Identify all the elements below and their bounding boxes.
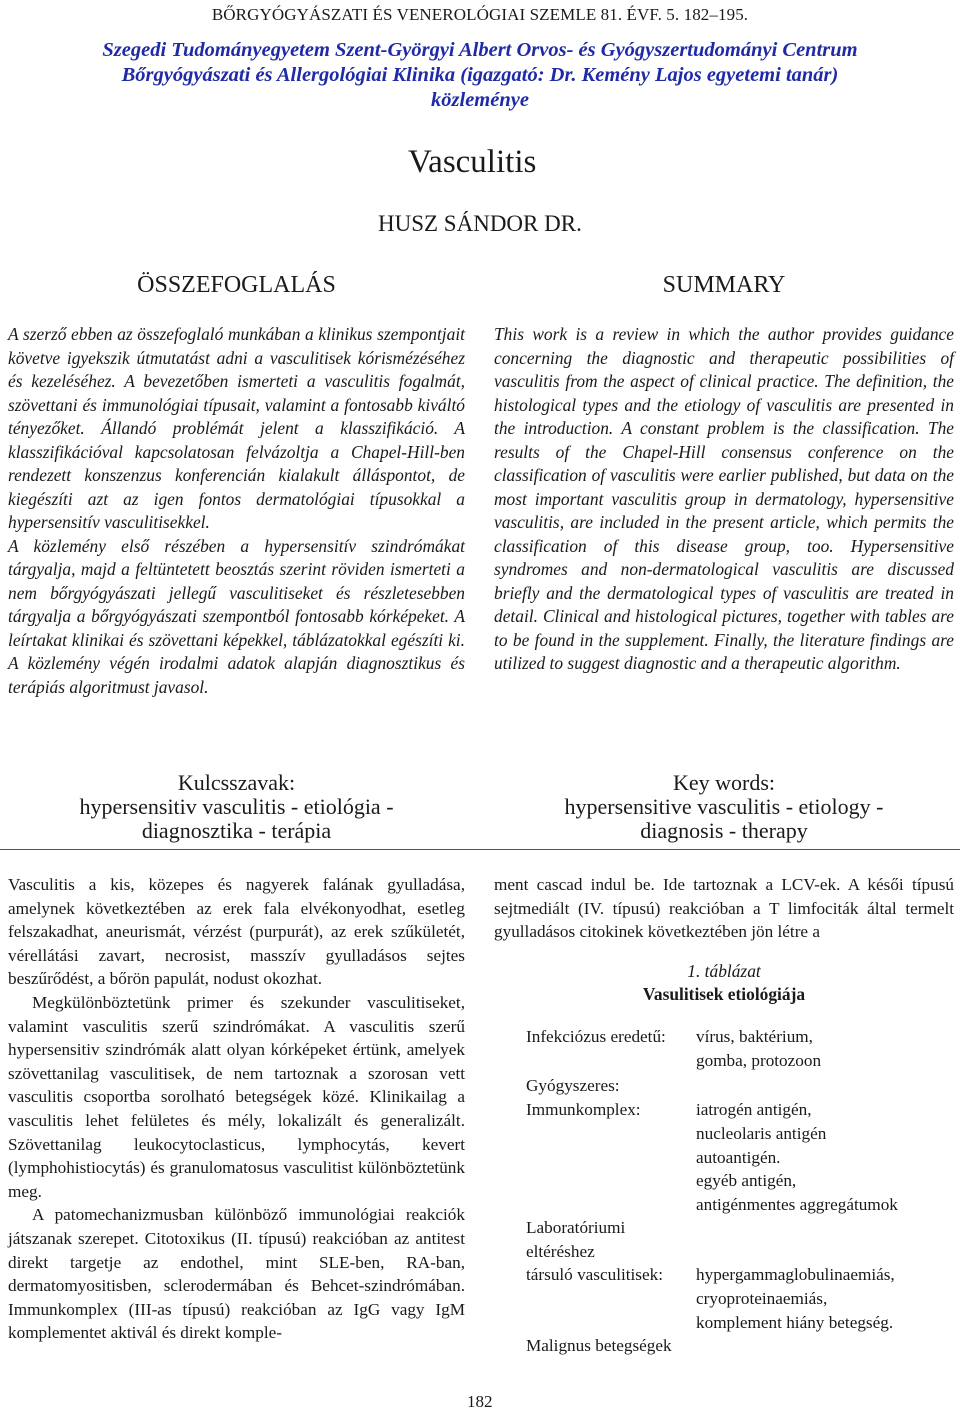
table-value: komplement hiány betegség. <box>696 1313 894 1332</box>
table-title: Vasulitisek etiológiája <box>642 984 806 1004</box>
keywords-en <box>494 771 954 843</box>
journal-header: BŐRGYÓGYÁSZATI ÉS VENEROLÓGIAI SZEMLE 81. ÉVF. 5. 182–195. <box>211 5 749 24</box>
table-value: nucleolaris antigén <box>696 1124 827 1143</box>
body-paragraph: Megkülönböztetünk primer és szekunder vasculitiseket, valamint vasculitis szerű szindrómákat. A vasculitis szerű hypersensitiv szindrómák alatt olyan kórképeket értünk, amelyek szövettanilag vasculitisek, de nem tartoznak a szorosan vett vasculitis csoportba sorolható betegségek közé. Klinikailag a vasculitis lehet felületes és mély, lokalizált és generalizált. Szövettanilag leukocytoclasticus, lymphocytás, kevert (lymphohistiocytás) és granulomatosus vasculitist különböztetünk meg. <box>8 992 465 1201</box>
abstract-hu-heading: ÖSSZEFOGLALÁS <box>137 272 336 298</box>
keywords-hu-title: Kulcsszavak: <box>177 770 296 795</box>
table-value: iatrogén antigén, <box>696 1100 812 1119</box>
body-paragraph: A patomechanizmusban különböző immunológiai reakciók játszanak szerepet. Citotoxikus (II. típusú) reakcióban az antitest direkt targetje az endothel, mint SLE-ben, RA-ban, dermatomyositisben, sclerodermában és Behcet-szindrómában. Immunkomplex (III-as típusú) reakcióban az IgG vagy IgM komplementet aktivál és direkt komple- <box>8 1205 465 1343</box>
abstract-en-heading: SUMMARY <box>662 272 786 298</box>
table-value: hypergammaglobulinaemiás, <box>696 1265 895 1284</box>
body-right-column <box>494 873 954 944</box>
table-label: társuló vasculitisek: <box>526 1265 663 1284</box>
table-value: antigénmentes aggregátumok <box>696 1195 898 1214</box>
table-label: Malignus betegségek <box>526 1336 672 1355</box>
table-number: 1. táblázat <box>687 961 761 981</box>
table-label: Infekciózus eredetű: <box>526 1027 666 1046</box>
abstract-hu-paragraph: A szerző ebben az összefoglaló munkában a klinikus szempontjait követve igyekszik útmutatást adni a vasculitisek kórismézéséhez és kezeléséhez. A bevezetőben ismerteti a vasculitis fogalmát, szövettani és immunológiai típusait, valamint a fontosabb kiváltó tényezőket. Állandó problémát jelent a klasszifikáció. A klasszifikációval kapcsolatosan felvázoltja a Chapel-Hill-ben rendezett konszenzus konferencián kialakult álláspontot, de kiegészíti azt az igen fontos dermatológiai típusokkal a hypersensitív vasculitisekkel. <box>8 324 465 532</box>
page-number: 182 <box>467 1392 493 1411</box>
section-divider <box>0 849 960 850</box>
institution-line: Szegedi Tudományegyetem Szent-Györgyi Albert Orvos- és Gyógyszertudományi Centrum <box>102 39 858 61</box>
institution-block <box>0 38 960 113</box>
body-paragraph: ment cascad indul be. Ide tartoznak a LCV-ek. A késői típusú sejtmediált (IV. típusú) reakcióban a T limfociták által termelt gyulladásos citokinek következtében jön létre a <box>494 875 954 942</box>
keywords-hu <box>8 771 465 843</box>
table-caption <box>494 960 954 1006</box>
table-etiology <box>494 1025 954 1365</box>
table-value: vírus, baktérium, <box>696 1027 813 1046</box>
table-label: Gyógyszeres: <box>526 1076 620 1095</box>
article-title: Vasculitis <box>408 144 537 180</box>
keywords-en-line: diagnosis - therapy <box>640 818 808 843</box>
article-author: HUSZ SÁNDOR DR. <box>378 211 582 236</box>
table-value: cryoproteinaemiás, <box>696 1289 828 1308</box>
body-left-column <box>8 873 465 1345</box>
table-label: eltéréshez <box>526 1242 595 1261</box>
institution-line: Bőrgyógyászati és Allergológiai Klinika (igazgató: Dr. Kemény Lajos egyetemi tanár) <box>121 64 839 86</box>
table-label: Immunkomplex: <box>526 1100 641 1119</box>
table-value: gomba, protozoon <box>696 1051 822 1070</box>
table-value: autoantigén. <box>696 1148 781 1167</box>
keywords-en-line: hypersensitive vasculitis - etiology - <box>564 794 884 819</box>
body-paragraph: Vasculitis a kis, közepes és nagyerek falának gyulladása, amelynek következtében az erek fala elvékonyodhat, esetleg felszakadhat, aneurismát, vérzést (purpurát), az erek szűkületét, vérellátási zavart, necrosist, masszív gyulladásos sejtes beszűrődést, a bőrön papulát, nodust okozhat. <box>8 875 465 989</box>
abstract-en <box>494 323 954 676</box>
table-value: egyéb antigén, <box>696 1171 797 1190</box>
table-label: Laboratóriumi <box>526 1218 626 1237</box>
abstract-hu <box>8 323 465 699</box>
institution-line: közleménye <box>431 89 529 111</box>
keywords-hu-line: diagnosztika - terápia <box>141 818 332 843</box>
keywords-hu-line: hypersensitiv vasculitis - etiológia - <box>79 794 394 819</box>
abstract-en-paragraph: This work is a review in which the author provides guidance concerning the diagnostic and therapeutic possibilities of vasculitis from the aspect of clinical practice. The definition, the histological types and the etiology of vasculitis are presented in the introduction. A constant problem is the classification. The results of the Chapel-Hill consensus conference on the classification of vasculitis were earlier published, but data on the most important vasculitis group in dermatology, hypersensitive vasculitis, are included in the present article, which permits the classification of this disease group, too. Hypersensitive syndromes and non-dermatological vasculitis are discussed briefly and the dermatological types of vasculitis are treated in detail. Clinical and histological pictures, together with tables are to be found in the supplement. Finally, the literature findings are utilized to suggest diagnostic and a therapeutic algorithm. <box>494 324 954 673</box>
abstract-hu-paragraph: A közlemény első részében a hypersensitív szindrómákat tárgyalja, majd a feltüntetett beosztás szerint röviden ismerteti a nem bőrgyógyászati jellegű vasculitiseket és részletesebben tárgyalja a bőrgyógyászati szempontból fontosabb kórképeket. A leírtakat klinikai és szövettani képekkel, táblázatokkal egészíti ki. A közlemény végén irodalmi adatok alapján diagnosztikus és terápiás algoritmust javasol. <box>8 535 465 697</box>
keywords-en-title: Key words: <box>672 770 776 795</box>
